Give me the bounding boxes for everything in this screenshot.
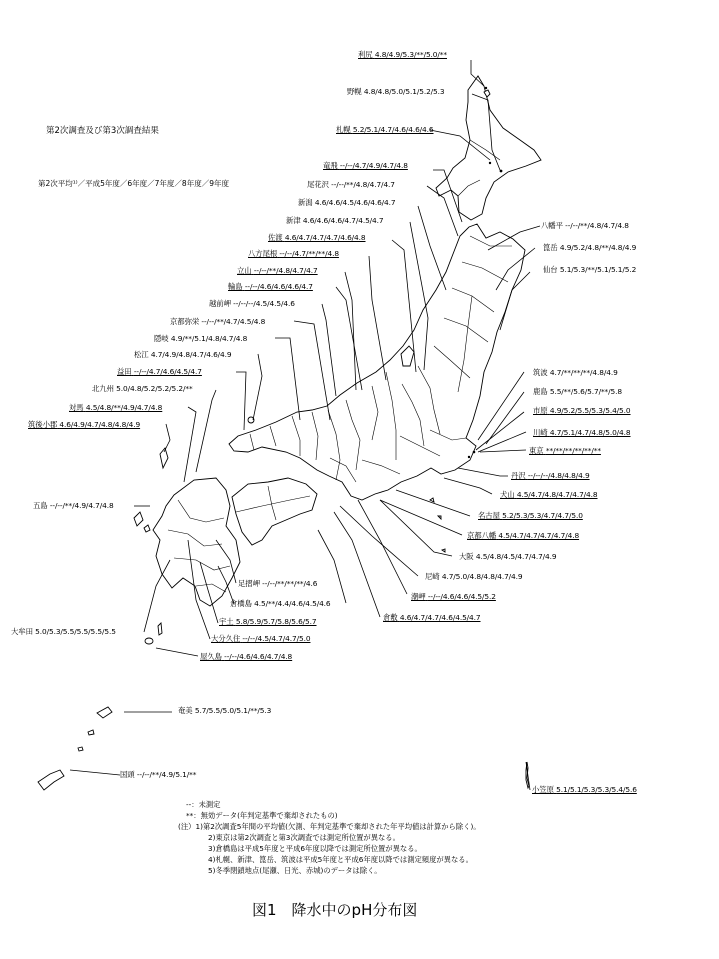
- station-tsukuba: 筑波 4.7/**/**/**/4.8/4.9: [533, 368, 618, 377]
- station-amami: 奄美 5.7/5.5/5.0/5.1/**/5.3: [178, 706, 272, 715]
- station-tateyama: 立山 --/--/**/4.8/4.7/4.7: [237, 266, 318, 275]
- station-kashima: 鹿島 5.5/**/5.6/5.7/**/5.8: [533, 387, 622, 396]
- station-niitsu: 新津 4.6/4.6/4.6/4.7/4.5/4.7: [286, 216, 384, 225]
- station-kurahashi-jima: 倉橋島 4.5/**/4.4/4.6/4.5/4.6: [230, 599, 331, 608]
- station-sado: 佐渡 4.6/4.7/4.7/4.7/4.6/4.8: [268, 233, 366, 242]
- station-kyoto-hachiman: 京都八幡 4.5/4.7/4.7/4.7/4.7/4.8: [467, 531, 580, 540]
- note-2: 2)東京は第2次調査と第3次調査では測定所位置が異なる。: [208, 833, 400, 842]
- station-goto: 五島 --/--/**/4.9/4.7/4.8: [33, 501, 114, 510]
- station-ogasawara: 小笠原 5.1/5.1/5.3/5.3/5.4/5.6: [532, 785, 637, 794]
- station-kyoto-yasaka: 京都弥栄 --/--/**/4.7/4.5/4.8: [170, 317, 266, 326]
- station-tokyo: 東京 **/**/**/**/**/**: [529, 446, 601, 455]
- station-nagoya: 名古屋 5.2/5.3/5.3/4.7/4.7/5.0: [478, 511, 583, 520]
- yakushima-island: [145, 638, 153, 644]
- okinawa-island: [38, 770, 64, 790]
- station-sapporo: 札幌 5.2/5.1/4.7/4.6/4.6/4.6: [336, 125, 434, 134]
- station-obanazawa: 尾花沢 --/--/**/4.8/4.7/4.7: [307, 180, 395, 189]
- station-amagasaki: 尼崎 4.7/5.0/4.8/4.8/4.7/4.9: [425, 572, 523, 581]
- station-niigata: 新潟 4.6/4.6/4.5/4.6/4.6/4.7: [298, 198, 396, 207]
- station-kawasaki: 川崎 4.7/5.1/4.7/4.8/5.0/4.8: [533, 428, 631, 437]
- station-yakushima: 屋久島 --/--/4.6/4.6/4.7/4.8: [200, 652, 293, 661]
- station-chikugo-ogori: 筑後小郡 4.6/4.9/4.7/4.8/4.8/4.9: [28, 420, 141, 429]
- hokkaido-island: [436, 76, 541, 220]
- amami-islands: [78, 707, 112, 751]
- station-nonodake: 箟岳 4.9/5.2/4.8/**/4.8/4.9: [543, 243, 637, 252]
- note-1: (注）1)第2次調査5年間の平均値(欠測、年判定基準で棄却された年平均値は計算から除く)。: [178, 822, 481, 831]
- station-tsushima: 対馬 4.5/4.8/**/4.9/4.7/4.8: [69, 403, 163, 412]
- note-invalid: **：無効データ(年判定基準で棄却されたもの): [186, 811, 338, 820]
- station-ichihara: 市原 4.9/5.2/5.5/5.3/5.4/5.0: [533, 406, 631, 415]
- station-osaka: 大阪 4.5/4.8/4.5/4.7/4.7/4.9: [459, 552, 557, 561]
- station-masuda: 益田 --/--/4.7/4.6/4.5/4.7: [117, 367, 202, 376]
- note-unmeasured: --：未測定: [186, 800, 221, 809]
- station-oki: 隠岐 4.9/**/5.1/4.8/4.7/4.8: [154, 334, 248, 343]
- station-wajima: 輪島 --/--/4.6/4.6/4.6/4.7: [228, 282, 313, 291]
- station-ashizuri-misaki: 足摺岬 --/--/**/**/**/4.6: [238, 579, 318, 588]
- station-happo-one: 八方尾根 --/--/4.7/**/**/4.8: [248, 249, 339, 258]
- station-echizen-misaki: 越前岬 --/--/--/4.5/4.5/4.6: [209, 299, 295, 308]
- map-title: 第2次調査及び第3次調査結果: [46, 126, 159, 136]
- note-4: 4)札幌、新津、箟岳、筑波は平成5年度と平成6年度以降では測定頻度が異なる。: [208, 855, 473, 864]
- station-inuyama: 犬山 4.5/4.7/4.8/4.7/4.7/4.8: [500, 490, 598, 499]
- station-rishiri: 利尻 4.8/4.9/5.3/**/5.0/**: [358, 50, 447, 59]
- legend-order: 第2次平均¹⁾／平成5年度／6年度／7年度／8年度／9年度: [38, 179, 229, 188]
- shikoku-island: [232, 478, 317, 545]
- goto-islands: [134, 512, 150, 532]
- station-tappi: 竜飛 --/--/4.7/4.9/4.7/4.8: [323, 161, 408, 170]
- station-kurashiki: 倉敷 4.6/4.7/4.7/4.6/4.5/4.7: [383, 613, 481, 622]
- station-uto: 宇土 5.8/5.9/5.7/5.8/5.6/5.7: [219, 617, 317, 626]
- station-matsue: 松江 4.7/4.9/4.8/4.7/4.6/4.9: [134, 350, 232, 359]
- tanegashima-island: [158, 623, 162, 635]
- station-hachimantai: 八幡平 --/--/**/4.8/4.7/4.8: [541, 221, 629, 230]
- station-sendai: 仙台 5.1/5.3/**/5.1/5.1/5.2: [543, 265, 637, 274]
- station-shionomisaki: 潮岬 --/--/4.6/4.6/4.5/5.2: [411, 592, 496, 601]
- note-5: 5)冬季閉鎖地点(尾瀬、日光、赤城)のデータは除く。: [208, 866, 382, 875]
- station-oita-kuju: 大分久住 --/--/4.5/4.7/4.7/5.0: [211, 634, 311, 643]
- note-3: 3)倉橋島は平成5年度と平成6年度以降では測定所位置が異なる。: [208, 844, 422, 853]
- station-omuta: 大牟田 5.0/5.3/5.5/5.5/5.5/5.5: [11, 627, 116, 636]
- station-tanzawa: 丹沢 --/--/--/4.8/4.8/4.9: [511, 471, 590, 480]
- station-nopporo: 野幌 4.8/4.8/5.0/5.1/5.2/5.3: [347, 87, 445, 96]
- station-kitakyushu: 北九州 5.0/4.8/5.2/5.2/5.2/**: [92, 384, 193, 393]
- figure-caption: 図1 降水中のpH分布図: [252, 901, 418, 919]
- station-kunigami: 国頭 --/--/**/4.9/5.1/**: [120, 770, 197, 779]
- kyushu-island: [153, 478, 240, 606]
- tsushima-island: [160, 448, 168, 468]
